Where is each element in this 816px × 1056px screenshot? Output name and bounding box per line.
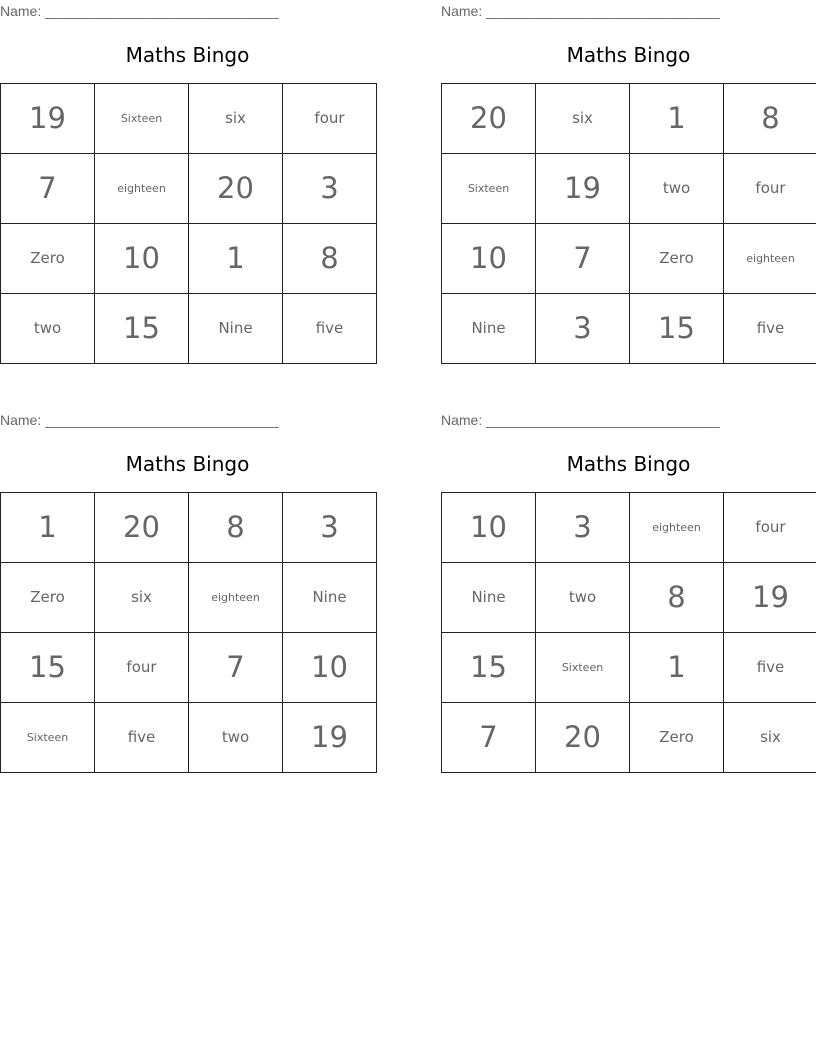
grid-cell: five (724, 294, 816, 364)
grid-row (442, 703, 816, 773)
grid-cell: eighteen (95, 154, 189, 224)
grid-row (1, 703, 377, 773)
grid-cell: 10 (442, 224, 536, 294)
grid-cell: 15 (1, 633, 95, 703)
grid-cell: Nine (189, 294, 283, 364)
grid-cell: 8 (630, 563, 724, 633)
grid-cell: eighteen (724, 224, 816, 294)
grid-cell: eighteen (630, 493, 724, 563)
grid-row (1, 224, 377, 294)
grid-cell: 20 (442, 84, 536, 154)
grid-cell: six (189, 84, 283, 154)
grid-cell: six (536, 84, 630, 154)
grid-cell: 20 (536, 703, 630, 773)
bingo-grid (0, 492, 377, 773)
name-field-label: Name: ______________________________ (441, 3, 720, 19)
grid-cell: eighteen (189, 563, 283, 633)
name-field-label: Name: ______________________________ (441, 412, 720, 428)
grid-cell: 3 (283, 154, 377, 224)
card-title: Maths Bingo (566, 452, 691, 476)
grid-cell: 15 (95, 294, 189, 364)
grid-cell: 1 (189, 224, 283, 294)
grid-cell: 20 (95, 493, 189, 563)
name-field-label: Name: ______________________________ (0, 3, 279, 19)
grid-cell: two (189, 703, 283, 773)
grid-cell: Zero (630, 224, 724, 294)
grid-row (442, 493, 816, 563)
name-field-label: Name: ______________________________ (0, 412, 279, 428)
bingo-grid (441, 492, 816, 773)
grid-cell: Sixteen (1, 703, 95, 773)
grid-cell: 1 (1, 493, 95, 563)
grid-row (442, 84, 816, 154)
grid-row (442, 154, 816, 224)
card-title: Maths Bingo (125, 43, 250, 67)
grid-cell: four (724, 493, 816, 563)
grid-cell: 10 (95, 224, 189, 294)
grid-cell: 19 (536, 154, 630, 224)
grid-cell: Nine (442, 294, 536, 364)
grid-cell: Zero (1, 563, 95, 633)
grid-cell: 7 (442, 703, 536, 773)
grid-cell: 10 (283, 633, 377, 703)
grid-cell: two (630, 154, 724, 224)
grid-row (1, 294, 377, 364)
grid-cell: Nine (442, 563, 536, 633)
grid-cell: 19 (283, 703, 377, 773)
grid-cell: Zero (1, 224, 95, 294)
grid-cell: four (95, 633, 189, 703)
grid-cell: 3 (536, 493, 630, 563)
grid-cell: Sixteen (536, 633, 630, 703)
grid-cell: 19 (724, 563, 816, 633)
grid-cell: six (95, 563, 189, 633)
card-title: Maths Bingo (566, 43, 691, 67)
grid-cell: 7 (189, 633, 283, 703)
grid-row (1, 633, 377, 703)
grid-cell: 10 (442, 493, 536, 563)
grid-cell: four (283, 84, 377, 154)
bingo-grid (0, 83, 377, 364)
grid-cell: 15 (630, 294, 724, 364)
grid-cell: two (536, 563, 630, 633)
grid-cell: 8 (189, 493, 283, 563)
bingo-grid (441, 83, 816, 364)
grid-row (442, 224, 816, 294)
grid-cell: 15 (442, 633, 536, 703)
grid-cell: 1 (630, 84, 724, 154)
grid-cell: four (724, 154, 816, 224)
grid-cell: 3 (283, 493, 377, 563)
grid-cell: five (724, 633, 816, 703)
grid-cell: 8 (283, 224, 377, 294)
grid-cell: five (283, 294, 377, 364)
grid-cell: 7 (536, 224, 630, 294)
grid-cell: Zero (630, 703, 724, 773)
grid-cell: 8 (724, 84, 816, 154)
grid-cell: Sixteen (442, 154, 536, 224)
grid-cell: Sixteen (95, 84, 189, 154)
grid-row (1, 563, 377, 633)
grid-row (1, 84, 377, 154)
grid-row (1, 493, 377, 563)
grid-cell: six (724, 703, 816, 773)
grid-row (1, 154, 377, 224)
grid-cell: 20 (189, 154, 283, 224)
grid-cell: two (1, 294, 95, 364)
grid-cell: five (95, 703, 189, 773)
grid-cell: 3 (536, 294, 630, 364)
grid-cell: 1 (630, 633, 724, 703)
grid-cell: 19 (1, 84, 95, 154)
card-title: Maths Bingo (125, 452, 250, 476)
grid-cell: Nine (283, 563, 377, 633)
grid-cell: 7 (1, 154, 95, 224)
grid-row (442, 633, 816, 703)
grid-row (442, 563, 816, 633)
grid-row (442, 294, 816, 364)
